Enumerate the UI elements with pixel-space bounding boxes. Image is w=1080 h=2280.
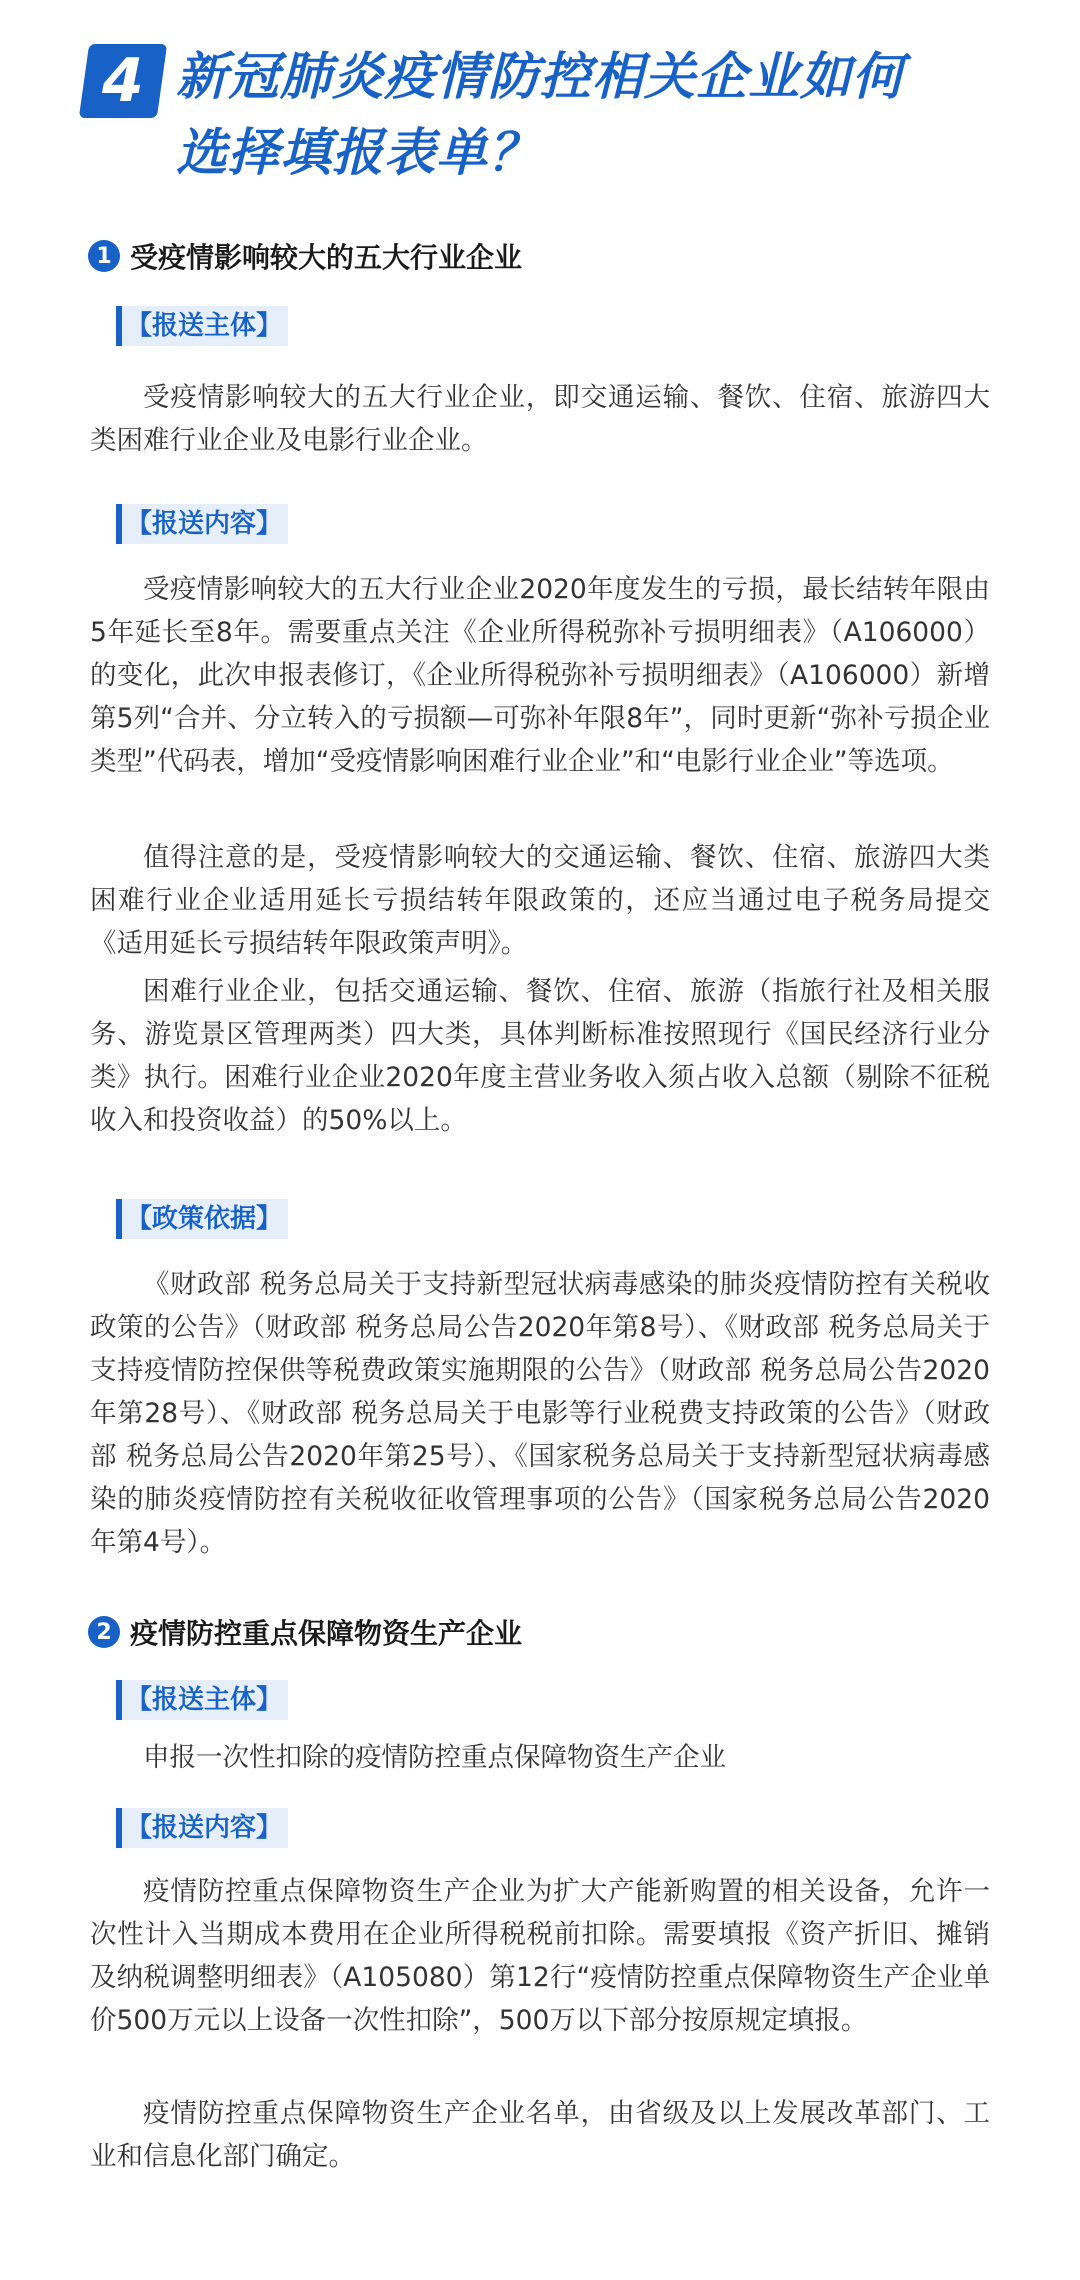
section-2-title: 疫情防控重点保障物资生产企业 (130, 1617, 523, 1650)
section-1-heading (88, 236, 522, 276)
section-2-subject-tag: 【报送主体】 (116, 1680, 288, 1720)
section-1-policy-tag: 【政策依据】 (116, 1199, 288, 1239)
section-1-policy-text: 《财政部 税务总局关于支持新型冠状病毒感染的肺炎疫情防控有关税收政策的公告》（财政部 税务总局公告2020年第8号）、《财政部 税务总局关于支持疫情防控保供等税费政策实施期限的公告》（财政部 税务总局公告2020年第28号）、《财政部 税务总局关于电影等行业税费支持政策的公告》（财政部 税务总局公告2020年第25号）、《国家税务总局关于支持新型冠状病毒感染的肺炎疫情防控有关税收征收管理事项的公告》（国家税务总局公告2020年第4号）。 (90, 1269, 990, 1558)
page-title-block (84, 40, 1044, 190)
section-2-content-paragraph-2: 疫情防控重点保障物资生产企业名单，由省级及以上发展改革部门、工业和信息化部门确定。 (90, 2098, 990, 2172)
section-1-title: 受疫情影响较大的五大行业企业 (130, 241, 523, 274)
section-1-content-paragraph-2: 值得注意的是，受疫情影响较大的交通运输、餐饮、住宿、旅游四大类困难行业企业适用延长亏损结转年限政策的，还应当通过电子税务局提交《适用延长亏损结转年限政策声明》。 (90, 842, 990, 959)
title-number-badge (79, 44, 167, 118)
section-2-number-badge: 2 (88, 1616, 120, 1648)
section-2-subject-text: 申报一次性扣除的疫情防控重点保障物资生产企业 (143, 1742, 726, 1773)
section-2-content-tag: 【报送内容】 (116, 1808, 288, 1848)
section-1-content-paragraph-3: 困难行业企业，包括交通运输、餐饮、住宿、旅游（指旅行社及相关服务、游览景区管理两类）四大类，具体判断标准按照现行《国民经济行业分类》执行。困难行业企业2020年度主营业务收入须占收入总额（剔除不征税收入和投资收益）的50%以上。 (90, 976, 990, 1136)
page-title-line-1: 新冠肺炎疫情防控相关企业如何 (176, 48, 905, 107)
section-1-content-tag: 【报送内容】 (116, 504, 288, 544)
page-title (176, 40, 1056, 192)
section-1-content-paragraph-1: 受疫情影响较大的五大行业企业2020年度发生的亏损，最长结转年限由5年延长至8年。需要重点关注《企业所得税弥补亏损明细表》（A106000）的变化，此次申报表修订，《企业所得税弥补亏损明细表》（A106000）新增第5列“合并、分立转入的亏损额—可弥补年限8年”，同时更新“弥补亏损企业类型”代码表，增加“受疫情影响困难行业企业”和“电影行业企业”等选项。 (90, 574, 990, 777)
section-1-subject-text: 受疫情影响较大的五大行业企业，即交通运输、餐饮、住宿、旅游四大类困难行业企业及电影行业企业。 (90, 382, 990, 456)
page-title-line-2: 选择填报表单？ (176, 124, 541, 183)
section-2-content-paragraph-1: 疫情防控重点保障物资生产企业为扩大产能新购置的相关设备，允许一次性计入当期成本费用在企业所得税税前扣除。需要填报《资产折旧、摊销及纳税调整明细表》（A105080）第12行“疫情防控重点保障物资生产企业单价500万元以上设备一次性扣除”，500万以下部分按原规定填报。 (90, 1876, 990, 2036)
section-2-heading (88, 1612, 522, 1652)
section-1-subject-tag: 【报送主体】 (116, 306, 288, 346)
section-1-number-badge: 1 (88, 240, 120, 272)
title-number: 4 (102, 46, 144, 116)
